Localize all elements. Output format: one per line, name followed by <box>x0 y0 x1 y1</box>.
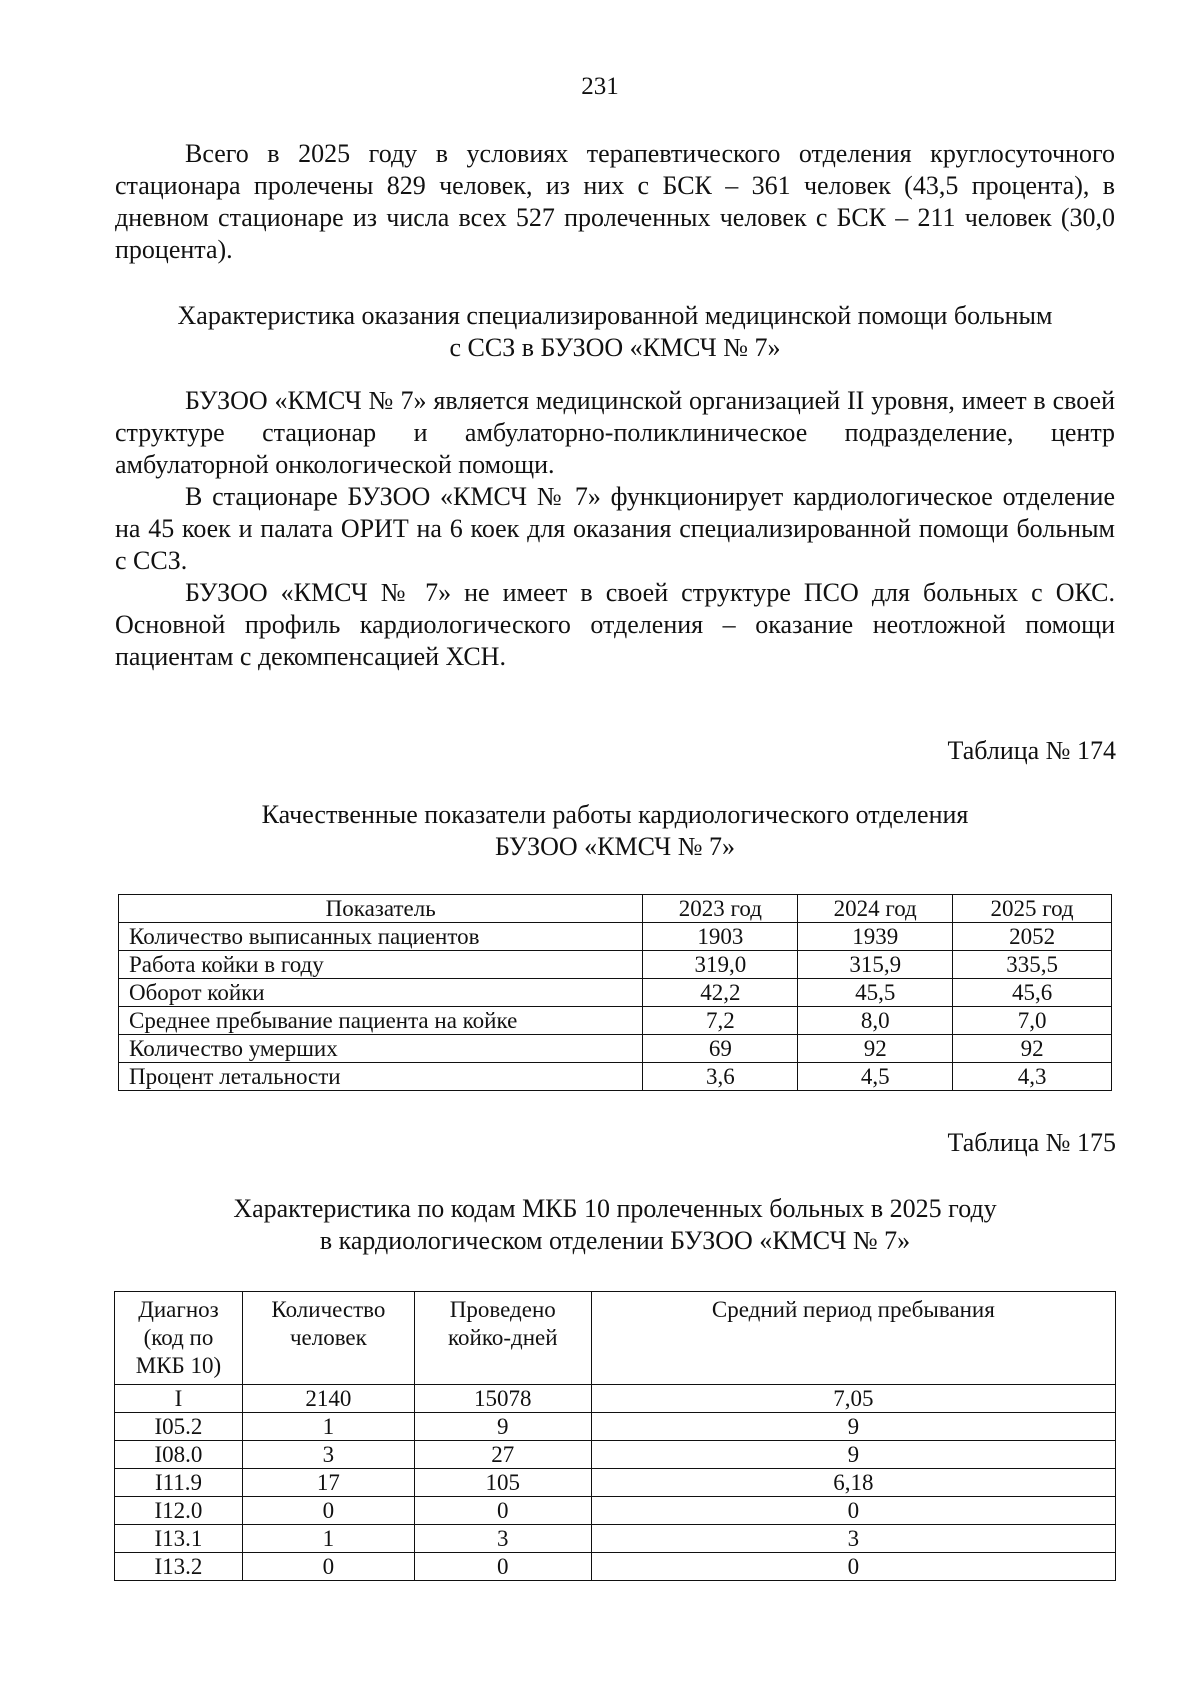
table-cell: 335,5 <box>953 951 1112 979</box>
table-175 <box>114 1291 1116 1581</box>
column-header: Показатель <box>119 895 643 923</box>
header-line: Диагноз <box>138 1297 219 1322</box>
table-cell: Среднее пребывание пациента на койке <box>119 1007 643 1035</box>
table-cell: 15078 <box>414 1385 591 1413</box>
table-cell: 8,0 <box>798 1007 953 1035</box>
table-cell: 92 <box>953 1035 1112 1063</box>
paragraph-3-text: В стационаре БУЗОО «КМСЧ № 7» функционирует кардиологическое отделение на 45 коек и палата ОРИТ на 6 коек для оказания специализированной помощи больным с ССЗ. <box>115 482 1115 575</box>
table-175-label: Таблица № 175 <box>947 1128 1116 1157</box>
header-line: Количество <box>271 1297 386 1322</box>
header-line: Проведено <box>449 1297 556 1322</box>
table-cell: 6,18 <box>591 1469 1115 1497</box>
table-cell: I11.9 <box>115 1469 243 1497</box>
table-cell: 4,3 <box>953 1063 1112 1091</box>
table-cell: 0 <box>242 1553 414 1581</box>
table-cell: 3,6 <box>643 1063 798 1091</box>
column-header-bed-days <box>414 1292 591 1385</box>
table-cell: 0 <box>591 1497 1115 1525</box>
table-row <box>119 923 1112 951</box>
section-body <box>115 385 1115 673</box>
table-cell: 1903 <box>643 923 798 951</box>
section-heading <box>115 300 1115 364</box>
column-header: 2023 год <box>643 895 798 923</box>
table-cell: 69 <box>643 1035 798 1063</box>
table-cell: I13.1 <box>115 1525 243 1553</box>
table-cell: 1 <box>242 1525 414 1553</box>
table-row <box>119 1007 1112 1035</box>
table-header-row <box>119 895 1112 923</box>
table-row <box>115 1385 1116 1413</box>
header-line: Средний период пребывания <box>711 1297 995 1322</box>
table-cell: 2052 <box>953 923 1112 951</box>
table-row <box>119 979 1112 1007</box>
table-cell: Количество выписанных пациентов <box>119 923 643 951</box>
table-cell: 1939 <box>798 923 953 951</box>
table-cell: 315,9 <box>798 951 953 979</box>
header-line: человек <box>289 1325 367 1350</box>
table-cell: 45,6 <box>953 979 1112 1007</box>
table-cell: 3 <box>414 1525 591 1553</box>
table-cell: 3 <box>242 1441 414 1469</box>
table-cell: 92 <box>798 1035 953 1063</box>
table-cell: Процент летальности <box>119 1063 643 1091</box>
table-cell: 7,05 <box>591 1385 1115 1413</box>
table-cell: Количество умерших <box>119 1035 643 1063</box>
table-cell: 1 <box>242 1413 414 1441</box>
section-heading-line-2: с ССЗ в БУЗОО «КМСЧ № 7» <box>449 333 781 362</box>
table-cell: I12.0 <box>115 1497 243 1525</box>
table-header-row <box>115 1292 1116 1385</box>
table-175-title-line-2: в кардиологическом отделении БУЗОО «КМСЧ № 7» <box>319 1226 911 1255</box>
table-cell: 17 <box>242 1469 414 1497</box>
table-174-label: Таблица № 174 <box>947 736 1116 765</box>
table-cell: 319,0 <box>643 951 798 979</box>
paragraph-4-text: БУЗОО «КМСЧ № 7» не имеет в своей структуре ПСО для больных с ОКС. Основной профиль кардиологического отделения – оказание неотложной помощи пациентам с декомпенсацией ХСН. <box>115 578 1115 671</box>
column-header-people <box>242 1292 414 1385</box>
table-cell: 7,0 <box>953 1007 1112 1035</box>
table-cell: I05.2 <box>115 1413 243 1441</box>
paragraph-1-text: Всего в 2025 году в условиях терапевтического отделения круглосуточного стационара пролечены 829 человек, из них с БСК – 361 человек (43,5 процента), в дневном стационаре из числа всех 527 пролеченных человек с БСК – 211 человек (30,0 процента). <box>115 139 1115 264</box>
table-cell: Работа койки в году <box>119 951 643 979</box>
column-header: 2024 год <box>798 895 953 923</box>
table-cell: 7,2 <box>643 1007 798 1035</box>
table-cell: 9 <box>591 1413 1115 1441</box>
header-line: (код по <box>143 1325 214 1350</box>
table-175-title <box>115 1193 1115 1257</box>
table-cell: I08.0 <box>115 1441 243 1469</box>
table-cell: 9 <box>591 1441 1115 1469</box>
table-cell: 45,5 <box>798 979 953 1007</box>
table-cell: I <box>115 1385 243 1413</box>
table-row <box>115 1441 1116 1469</box>
column-header: 2025 год <box>953 895 1112 923</box>
table-174-title-line-1: Качественные показатели работы кардиологического отделения <box>261 800 969 829</box>
table-row <box>115 1469 1116 1497</box>
table-cell: Оборот койки <box>119 979 643 1007</box>
header-line: койко-дней <box>448 1325 558 1350</box>
table-cell: 2140 <box>242 1385 414 1413</box>
column-header-avg-stay <box>591 1292 1115 1385</box>
page-number: 231 <box>581 73 619 100</box>
table-row <box>119 1035 1112 1063</box>
table-174-title <box>115 799 1115 863</box>
table-174 <box>118 894 1112 1091</box>
table-cell: 0 <box>414 1553 591 1581</box>
table-174-title-line-2: БУЗОО «КМСЧ № 7» <box>494 832 736 861</box>
table-row <box>115 1553 1116 1581</box>
table-cell: 0 <box>591 1553 1115 1581</box>
header-line: МКБ 10) <box>135 1353 222 1378</box>
table-cell: 0 <box>414 1497 591 1525</box>
table-cell: 27 <box>414 1441 591 1469</box>
table-row <box>115 1497 1116 1525</box>
table-row <box>115 1525 1116 1553</box>
table-175-title-line-1: Характеристика по кодам МКБ 10 пролеченных больных в 2025 году <box>233 1194 997 1223</box>
table-cell: 3 <box>591 1525 1115 1553</box>
table-row <box>119 951 1112 979</box>
table-row <box>115 1413 1116 1441</box>
table-cell: 105 <box>414 1469 591 1497</box>
table-cell: I13.2 <box>115 1553 243 1581</box>
table-cell: 0 <box>242 1497 414 1525</box>
paragraph-total-treated <box>115 138 1115 266</box>
table-cell: 9 <box>414 1413 591 1441</box>
table-row <box>119 1063 1112 1091</box>
section-heading-line-1: Характеристика оказания специализированной медицинской помощи больным <box>177 301 1053 330</box>
table-cell: 42,2 <box>643 979 798 1007</box>
column-header-diagnosis <box>115 1292 243 1385</box>
paragraph-2-text: БУЗОО «КМСЧ № 7» является медицинской организацией II уровня, имеет в своей структуре стационар и амбулаторно-поликлиническое подразделение, центр амбулаторной онкологической помощи. <box>115 386 1115 479</box>
table-cell: 4,5 <box>798 1063 953 1091</box>
